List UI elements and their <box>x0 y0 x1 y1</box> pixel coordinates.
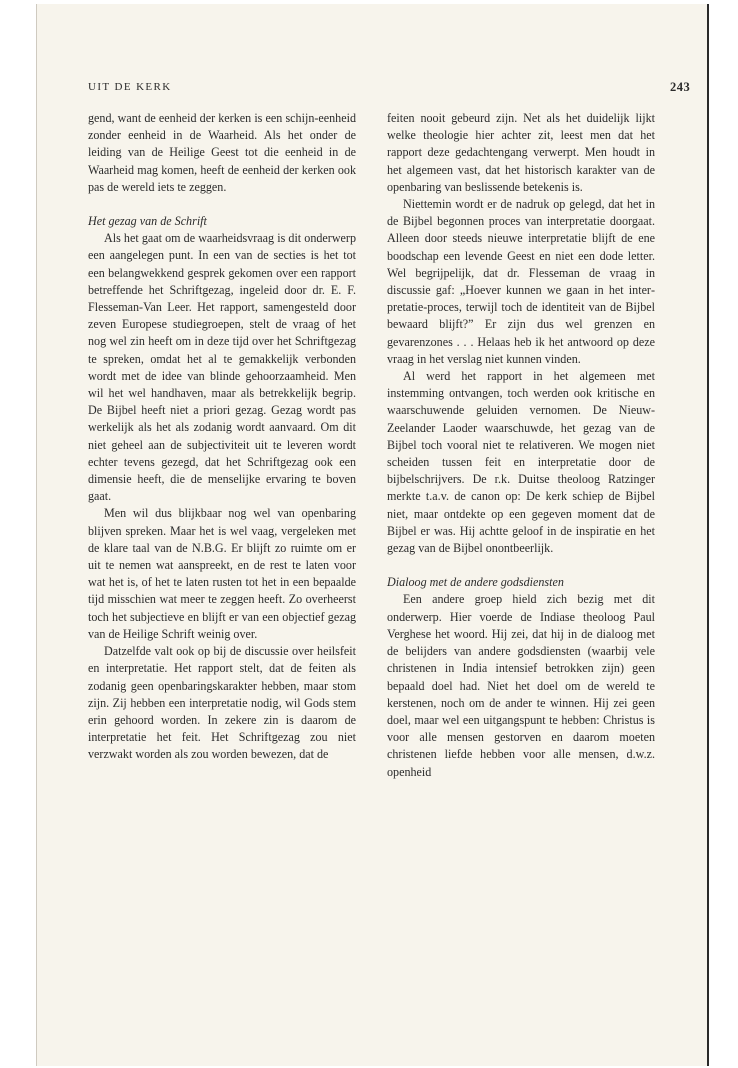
paragraph: Een andere groep hield zich bezig met dit onderwerp. Hier voerde de Indiase theoloog Paul Verghese het woord. Hij zei, dat hij in de dialoog met de belijders van andere godsdiensten (waarbij vele christenen in India intensief betrokken zijn) geen bepaald doel had. Niet het doel om de wereld te kerstenen, noch om de ander te winnen. Hij zei geen doel, maar wel een uitgangspunt te hebben: Christus is voor alle mensen gestorven en daarom moeten christenen liefde hebben voor alle mensen, d.w.z. openheid <box>387 592 655 779</box>
paragraph: Niettemin wordt er de nadruk op gelegd, dat het in de Bijbel begonnen proces van interpretatie doorgaat. Alleen door steeds nieuwe interpretatie blijft de ene boodschap een levende Geest en niet een dode letter. Wel begrijpelijk, dat dr. Flesseman de vraag in discussie gaf: „Hoever kunnen we gaan in het interpretatie-proces, terwijl toch de identiteit van de Bijbel bewaard blijft?” Er zijn dus wel grenzen en gevarenzones . . . Helaas heb ik het antwoord op deze vraag in het verslag niet kunnen vinden. <box>387 197 655 366</box>
paragraph: feiten nooit gebeurd zijn. Net als het duidelijk lijkt welke theologie hier achter zit, leest men dat het rapport deze gedachtengang verwerpt. Men houdt in het algemeen vast, dat het historisch karakter van de openbaring van beslissende betekenis is. <box>387 111 655 194</box>
left-column <box>88 110 356 764</box>
paragraph: Al werd het rapport in het algemeen met instemming ontvangen, toch werden ook kritische en waarschuwende geluiden vernomen. De Nieuw-Zeelander Laoder waarschuwde, het gezag van de Bijbel toch vooral niet te relativeren. We mogen niet scheiden tussen feit en interpretatie door de bijbelschrijvers. De r.k. Duitse theoloog Ratzinger merkte t.a.v. de canon op: De kerk schiep de Bijbel niet, maar ontdekte op een gegeven moment dat de Bijbel er was. Hij achtte geloof in de inspiratie en het gezag van de Bijbel onontbeerlijk. <box>387 369 655 556</box>
running-title: UIT DE KERK <box>88 81 172 93</box>
paragraph: Als het gaat om de waarheidsvraag is dit onderwerp een aangelegen punt. In een van de secties is het tot een belangwekkend gesprek gekomen over een rapport betreffende het Schriftgezag, ingeleid door dr. E. F. Flesseman-Van Leer. Het rapport, samengesteld door zeven Europese studiegroepen, stelt de vraag of het nog wel zin heeft om in deze tijd over het Schriftgezag te spreken, omdat het al te gemakkelijk verbonden wordt met de idee van blinde gehoorzaamheid. Men wil het wel handhaven, maar als betrekkelijk begrip. De Bijbel heeft niet a priori gezag. Gezag wordt pas werkelijk als het als zodanig wordt aanvaard. Om dit niet geheel aan de subjectiviteit uit te leveren wordt echter tevens gezegd, dat het Schriftgezag ook een dimensie heeft, die de menselijke ervaring te boven gaat. <box>88 231 356 504</box>
section-heading-dialoog: Dialoog met de andere godsdiensten <box>387 575 564 590</box>
page-number: 243 <box>670 80 691 94</box>
paragraph: Datzelfde valt ook op bij de discussie over heilsfeit en interpretatie. Het rapport stelt, dat de feiten als zodanig geen openbaringskarakter hebben, maar stom zijn. Zij hebben een interpretatie nodig, wil Gods stem erin gehoord worden. In zekere zin is daarom de interpretatie het feit. Het Schriftgezag zou niet verzwakt worden als zou worden bewezen, dat de <box>88 644 356 762</box>
right-column <box>387 110 655 781</box>
section-heading-schriftgezag: Het gezag van de Schrift <box>88 214 207 229</box>
paragraph: Men wil dus blijkbaar nog wel van openbaring blijven spreken. Maar het is wel vaag, vergeleken met de klare taal van de N.B.G. Er blijft zo ruimte om er uit te nemen wat aanspreekt, en de rest te laten voor wat het is, of het te laten rusten tot het in een bepaalde tijd misschien wat meer te zeggen heeft. Zo overheerst toch het subjectieve en blijft er van een objectief gezag van de Heilige Schrift weinig over. <box>88 506 356 641</box>
paragraph: gend, want de eenheid der kerken is een schijn-eenheid zonder eenheid in de Waarheid. Als het onder de leiding van de Heilige Geest tot die eenheid in de Waarheid mag komen, heeft de eenheid der kerken ook pas de wereld iets te zeggen. <box>88 111 356 194</box>
